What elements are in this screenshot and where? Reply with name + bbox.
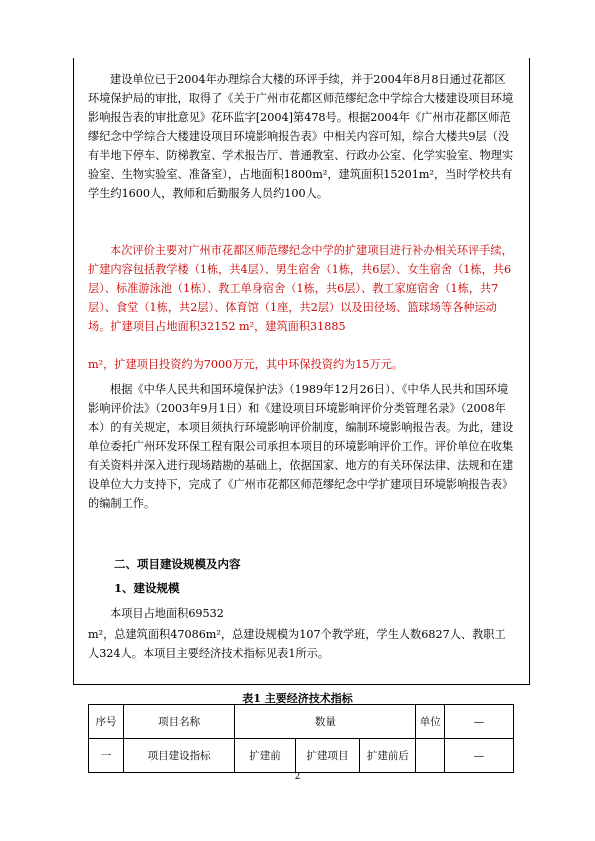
section-heading: 二、项目建设规模及内容 [114,557,241,571]
row-unit [416,739,445,773]
paragraph-2-tail: m²，扩建项目投资约为7000万元，其中环保投资约为15万元。 [88,358,404,371]
table-caption: 表1 主要经济技术指标 [242,692,353,705]
indicator-table [88,704,514,773]
header-unit: 单位 [416,705,445,739]
header-name: 项目名称 [123,705,234,739]
row-before: 扩建前 [235,739,295,773]
header-dash: — [445,705,514,739]
paragraph-4-tail: m²，总建筑面积47086m²，总建设规模为107个教学班，学生人数6827人、教职工人324人。本项目主要经济技术指标见表1所示。 [88,628,506,660]
row-expansion: 扩建项目 [295,739,360,773]
row-before-after: 扩建前后 [360,739,416,773]
header-no: 序号 [89,705,124,739]
header-qty: 数量 [235,705,416,739]
row-dash: — [445,739,514,773]
paragraph-1: 建设单位已于2004年办理综合大楼的环评手续，并于2004年8月8日通过花都区环境保护局的审批，取得了《关于广州市花都区师范缪纪念中学综合大楼建设项目环境影响报告表的审批意见》花环监字[2004]第478号。根据2004年《广州市花都区师范缪纪念中学综合大楼建设项目环境影响报告表》中相关内容可知，综合大楼共9层（没有半地下停车、防梯教室、学术报告厅、普通教室、行政办公室、化学实验室、物理实验室、生物实验室、准备室），占地面积1800m²，建筑面积15201m²，当时学校共有学生约1600人，教师和后勤服务人员约100人。 [88,73,514,200]
row-no: 一 [89,739,124,773]
paragraph-3: 根据《中华人民共和国环境保护法》（1989年12月26日）、《中华人民共和国环境影响评价法》（2003年9月1日）和《建设项目环境影响评价分类管理名录》（2008年本）的有关规定，本项目须执行环境影响评价制度，编制环境影响报告表。为此，建设单位委托广州环发环保工程有限公司承担本项目的环境影响评价工作。评价单位在收集有关资料并深入进行现场踏勘的基础上，依据国家、地方的有关环保法律、法规和在建设单位大力支持下，完成了《广州市花都区师范缪纪念中学扩建项目环境影响报告表》的编制工作。 [88,383,514,510]
page-number: 2 [294,772,301,782]
subsection-heading: 1、建设规模 [114,581,180,595]
paragraph-4: 本项目占地面积69532 [110,607,224,620]
row-name: 项目建设指标 [123,739,234,773]
paragraph-2-red: 本次评价主要对广州市花都区师范缪纪念中学的扩建项目进行补办相关环评手续，扩建内容包括教学楼（1栋，共4层）、男生宿舍（1栋，共6层）、女生宿舍（1栋，共6层）、标准游泳池（1栋）、教工单身宿舍（1栋，共6层）、教工家庭宿舍（1栋，共7层）、食堂（1栋，共2层）、体育馆（1座，共2层）以及田径场、篮球场等各种运动场。扩建项目占地面积32152 m²，建筑面积31885 [88,244,513,333]
